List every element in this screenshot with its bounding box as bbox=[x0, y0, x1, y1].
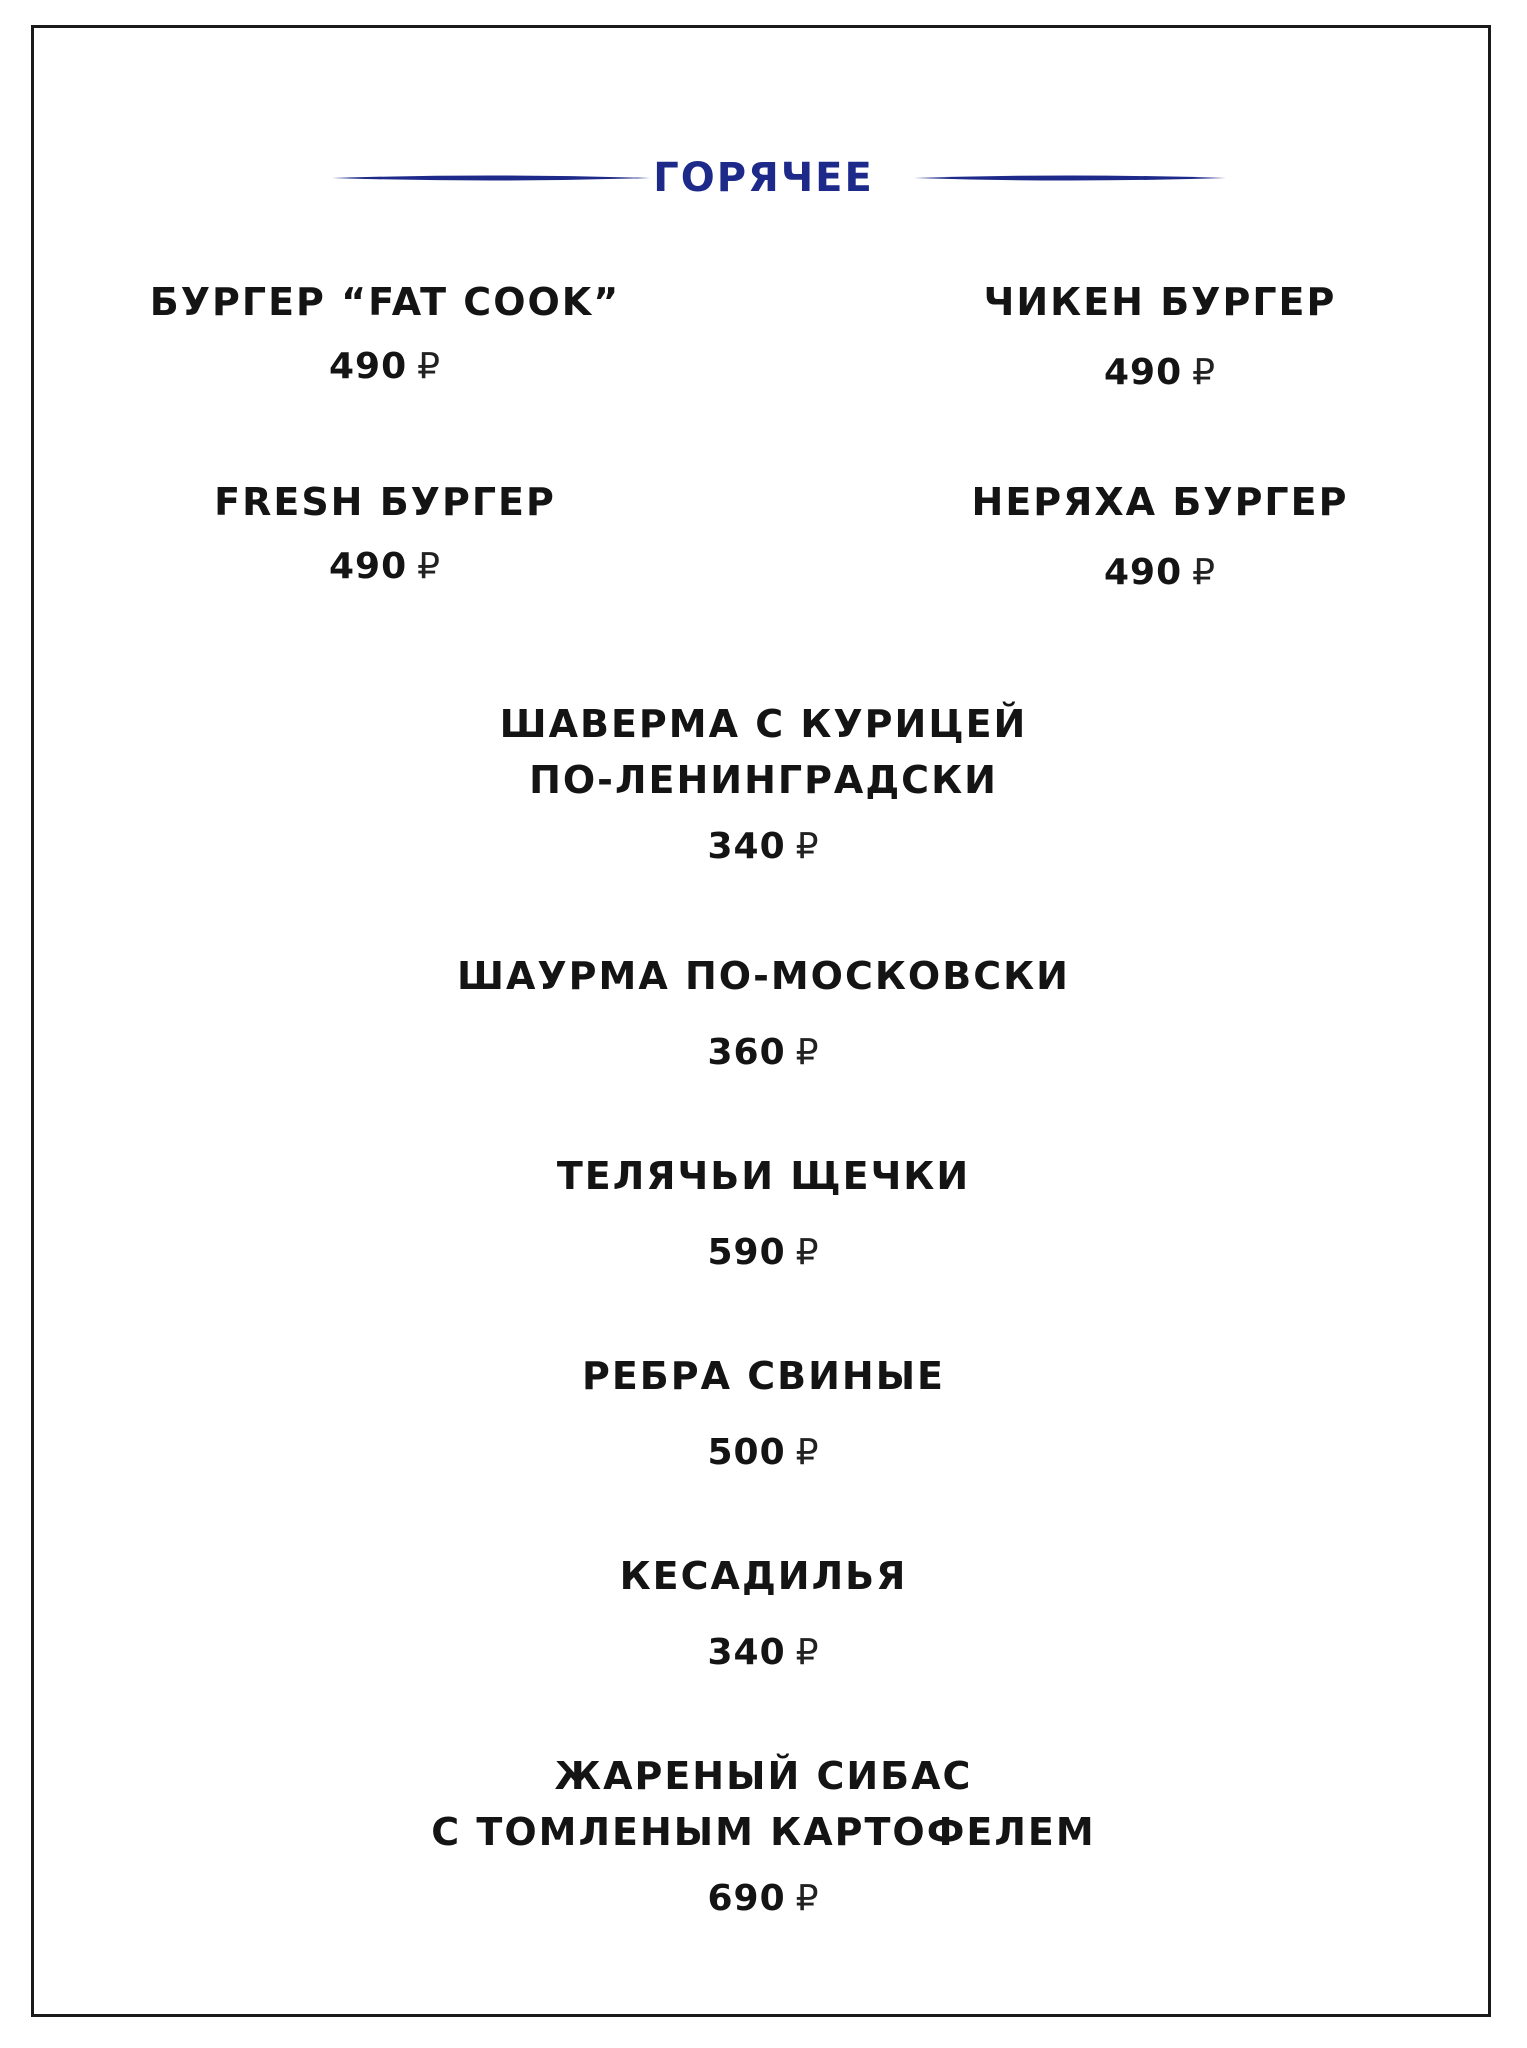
item-name: БУРГЕР “FAT COOK” bbox=[149, 280, 621, 324]
item-name: FRESH БУРГЕР bbox=[214, 480, 556, 524]
ruble-sign: ₽ bbox=[795, 826, 820, 867]
item-name-line: ЖАРЕНЫЙ СИБАС bbox=[554, 1754, 973, 1798]
item-name-line: С ТОМЛЕНЫМ КАРТОФЕЛЕМ bbox=[431, 1810, 1096, 1854]
item-price: 340 ₽ bbox=[707, 1632, 820, 1673]
menu-item bbox=[0, 1148, 1527, 1278]
item-price: 690 ₽ bbox=[707, 1878, 820, 1919]
item-price: 340 ₽ bbox=[707, 826, 820, 867]
menu-item bbox=[0, 1748, 1527, 1924]
item-name: КЕСАДИЛЬЯ bbox=[619, 1554, 908, 1598]
ruble-sign: ₽ bbox=[795, 1632, 820, 1673]
item-price: 490 ₽ bbox=[328, 346, 442, 387]
item-price: 500 ₽ bbox=[707, 1432, 820, 1473]
menu-item bbox=[0, 696, 1527, 872]
item-name-line: ШАВЕРМА С КУРИЦЕЙ bbox=[499, 702, 1028, 746]
ruble-sign: ₽ bbox=[417, 546, 442, 587]
item-name: ТЕЛЯЧЬИ ЩЕЧКИ bbox=[556, 1154, 971, 1198]
ruble-sign: ₽ bbox=[795, 1432, 820, 1473]
ruble-sign: ₽ bbox=[417, 346, 442, 387]
header-rule-right bbox=[914, 174, 1226, 182]
item-name: ЧИКЕН БУРГЕР bbox=[983, 280, 1337, 324]
menu-item bbox=[0, 1348, 1527, 1478]
menu-item bbox=[900, 474, 1420, 598]
item-name: НЕРЯХА БУРГЕР bbox=[971, 480, 1349, 524]
item-name: РЕБРА СВИНЫЕ bbox=[581, 1354, 946, 1398]
item-price: 590 ₽ bbox=[707, 1232, 820, 1273]
ruble-sign: ₽ bbox=[795, 1878, 820, 1919]
item-price: 360 ₽ bbox=[707, 1032, 820, 1073]
ruble-sign: ₽ bbox=[795, 1232, 820, 1273]
item-name-line: ПО-ЛЕНИНГРАДСКИ bbox=[529, 758, 998, 802]
section-title: ГОРЯЧЕЕ bbox=[653, 155, 874, 201]
section-header bbox=[0, 150, 1527, 206]
ruble-sign: ₽ bbox=[1192, 552, 1217, 593]
ruble-sign: ₽ bbox=[795, 1032, 820, 1073]
ruble-sign: ₽ bbox=[1192, 352, 1217, 393]
item-price: 490 ₽ bbox=[1103, 552, 1217, 593]
item-name: ШАУРМА ПО-МОСКОВСКИ bbox=[457, 954, 1070, 998]
menu-item bbox=[0, 948, 1527, 1078]
menu-item bbox=[140, 274, 630, 392]
item-price: 490 ₽ bbox=[1103, 352, 1217, 393]
menu-item bbox=[140, 474, 630, 592]
menu-item bbox=[900, 274, 1420, 398]
item-price: 490 ₽ bbox=[328, 546, 442, 587]
menu-item bbox=[0, 1548, 1527, 1678]
